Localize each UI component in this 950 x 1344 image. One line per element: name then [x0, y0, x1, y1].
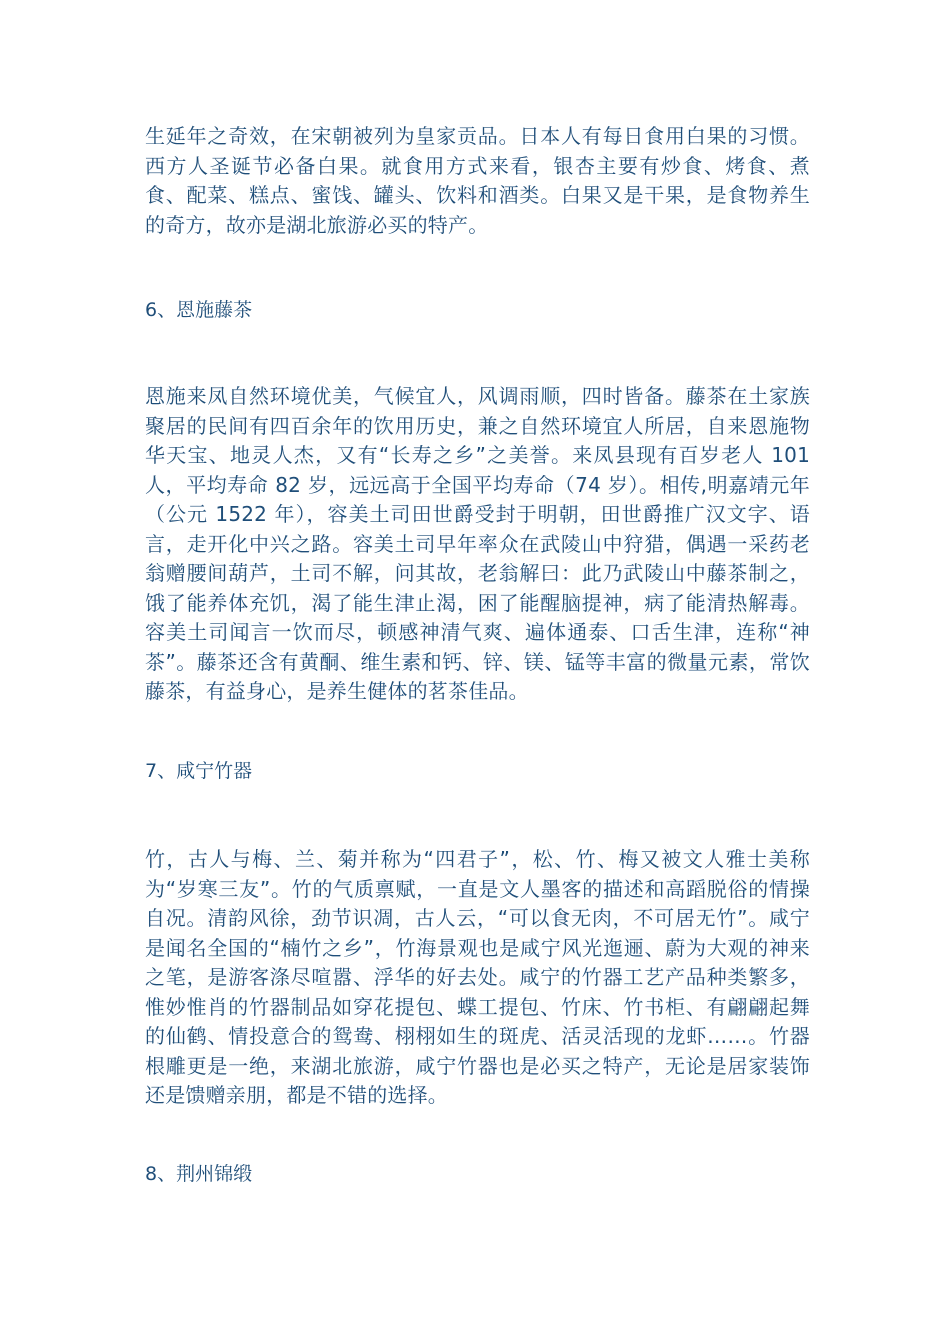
section-heading-xianning-bamboo: 7、咸宁竹器: [145, 760, 253, 782]
section-heading-jingzhou-brocade: 8、荆州锦缎: [145, 1163, 253, 1185]
paragraph-xianning-bamboo: 竹，古人与梅、兰、菊并称为“四君子”，松、竹、梅又被文人雅士美称为“岁寒三友”。竹的气质禀赋，一直是文人墨客的描述和高蹈脱俗的情操自况。清韵风徐，劲节识凋，古人云，“可以食无肉，不可居无竹”。咸宁是闻名全国的“楠竹之乡”，竹海景观也是咸宁风光迤逦、蔚为大观的神来之笔，是游客涤尽喧嚣、浮华的好去处。咸宁的竹器工艺产品种类繁多，惟妙惟肖的竹器制品如穿花提包、蝶工提包、竹床、竹书柜、有翩翩起舞的仙鹤、情投意合的鸳鸯、栩栩如生的斑虎、活灵活现的龙虾……。竹器根雕更是一绝，来湖北旅游，咸宁竹器也是必买之特产，无论是居家装饰还是馈赠亲朋，都是不错的选择。: [145, 847, 810, 1107]
paragraph-enshi-vine-tea: 恩施来凤自然环境优美，气候宜人，风调雨顺，四时皆备。藤茶在土家族聚居的民间有四百余年的饮用历史，兼之自然环境宜人所居，自来恩施物华天宝、地灵人杰，又有“长寿之乡”之美誉。来凤县现有百岁老人 101 人，平均寿命 82 岁，远远高于全国平均寿命（74 岁）。相传,明嘉靖元年（公元 1522 年），容美土司田世爵受封于明朝，田世爵推广汉文字、语言，走开化中兴之路。容美土司早年率众在武陵山中狩猎，偶遇一采药老翁赠腰间葫芦，土司不解，问其故，老翁解曰：此乃武陵山中藤茶制之，饿了能养体充饥，渴了能生津止渴，困了能醒脑提神，病了能清热解毒。容美土司闻言一饮而尽，顿感神清气爽、遍体通泰、口舌生津，连称“神茶”。藤茶还含有黄酮、维生素和钙、锌、镁、锰等丰富的微量元素，常饮藤茶，有益身心，是养生健体的茗茶佳品。: [145, 384, 810, 703]
section-heading-enshi-vine-tea: 6、恩施藤茶: [145, 299, 253, 321]
paragraph-ginkgo: 生延年之奇效，在宋朝被列为皇家贡品。日本人有每日食用白果的习惯。西方人圣诞节必备白果。就食用方式来看，银杏主要有炒食、烤食、煮食、配菜、糕点、蜜饯、罐头、饮料和酒类。白果又是干果，是食物养生的奇方，故亦是湖北旅游必买的特产。: [145, 124, 810, 237]
